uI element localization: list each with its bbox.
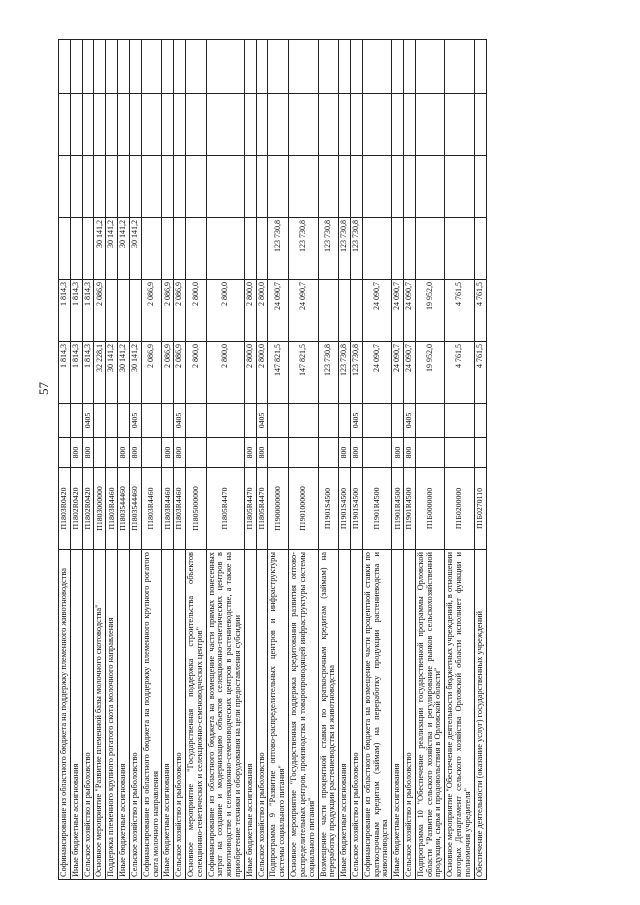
row-empty [206,94,244,156]
row-rz [59,404,71,438]
row-total: 30 141,2 [106,342,118,404]
row-empty [244,94,256,156]
row-empty [474,40,486,94]
row-empty [415,156,444,218]
row-rz: 0405 [82,404,94,438]
row-empty [206,40,244,94]
row-empty [445,156,474,218]
row-empty [289,40,318,94]
row-code: П1803000000 [94,468,106,550]
row-total: 1 814,3 [70,342,82,404]
table-row [339,40,351,880]
row-name: Подпрограмма 9 "Развитие оптово-распределительных центров и инфраструктуры системы социального питания" [268,550,289,880]
row-vr [94,438,106,468]
row-name: Сельское хозяйство и рыболовство [256,550,268,880]
table-row [362,40,391,880]
row-federal [174,218,186,280]
row-rz [392,404,404,438]
row-code: П1803544460 [129,468,141,550]
row-federal [244,218,256,280]
row-code: П1803R4460 [106,468,118,550]
row-name: Сельское хозяйство и рыболовство [350,550,362,880]
row-empty [289,94,318,156]
row-rz [289,404,318,438]
row-total: 19 952,0 [415,342,444,404]
row-empty [106,40,118,94]
table-row [474,40,486,880]
row-empty [350,94,362,156]
row-total: 2 800,0 [244,342,256,404]
row-regional [339,280,351,342]
row-rz [244,404,256,438]
row-empty [206,156,244,218]
row-vr [185,438,206,468]
row-code: П1803R4460 [162,468,174,550]
row-empty [339,94,351,156]
table-row [350,40,362,880]
row-empty [415,94,444,156]
row-rz [445,404,474,438]
row-federal [185,218,206,280]
table-row [206,40,244,880]
row-empty [445,94,474,156]
row-regional: 2 086,9 [162,280,174,342]
row-regional: 2 800,0 [244,280,256,342]
row-empty [94,156,106,218]
row-code: П1802R0420 [70,468,82,550]
row-empty [59,94,71,156]
row-name: Сельское хозяйство и рыболовство [404,550,416,880]
row-code: П1803544460 [118,468,130,550]
row-empty [129,156,141,218]
row-empty [474,156,486,218]
row-regional: 4 761,5 [445,280,474,342]
row-regional: 4 761,5 [474,280,486,342]
row-name: Иные бюджетные ассигнования [339,550,351,880]
row-empty [94,94,106,156]
row-code: П1901R4500 [362,468,391,550]
row-total: 30 141,2 [129,342,141,404]
table-row [162,40,174,880]
row-name: Иные бюджетные ассигнования [118,550,130,880]
row-empty [268,40,289,94]
row-vr: 800 [70,438,82,468]
row-total: 24 090,7 [404,342,416,404]
row-federal [362,218,391,280]
row-code: П1901R4500 [404,468,416,550]
row-empty [82,94,94,156]
row-name: Иные бюджетные ассигнования [392,550,404,880]
row-empty [59,40,71,94]
row-empty [70,156,82,218]
row-regional: 24 090,7 [289,280,318,342]
row-federal [162,218,174,280]
row-name: Основное мероприятие "Обеспечение деятельности бюджетных учреждений, в отношении которых Департамент сельского хозяйства Орловской области исполняет функции и полномочия учредителя" [445,550,474,880]
row-total: 123 730,8 [339,342,351,404]
row-federal: 123 730,8 [318,218,339,280]
row-empty [318,156,339,218]
row-name: Основное мероприятие "Государственная поддержка строительства объектов селекционно-генетических и селекционно-семеноводческих центров" [185,550,206,880]
row-total: 1 814,3 [59,342,71,404]
row-rz: 0405 [174,404,186,438]
row-rz [206,404,244,438]
row-regional [350,280,362,342]
row-name: Основное мероприятие "Государственная поддержка кредитования развития оптово-распределительных центров, производства и товаропроводящей инфраструктуры системы социального питания" [289,550,318,880]
row-federal: 123 730,8 [268,218,289,280]
row-rz: 0405 [129,404,141,438]
row-name: Сельское хозяйство и рыболовство [129,550,141,880]
row-code: П1900000000 [268,468,289,550]
row-vr: 800 [392,438,404,468]
table-row [70,40,82,880]
table-row [392,40,404,880]
row-federal [82,218,94,280]
row-empty [141,94,162,156]
row-federal [445,218,474,280]
row-code: П1901S4500 [318,468,339,550]
row-total: 1 814,3 [82,342,94,404]
row-regional [318,280,339,342]
table-body [59,40,487,880]
table-row [59,40,71,880]
row-empty [162,94,174,156]
row-empty [162,156,174,218]
row-code: П1803R0420 [59,468,71,550]
row-code: П1901R4500 [392,468,404,550]
row-empty [268,156,289,218]
row-name: Иные бюджетные ассигнования [70,550,82,880]
row-code: П1Б0200000 [445,468,474,550]
table-row [82,40,94,880]
row-regional: 2 800,0 [185,280,206,342]
row-name: Возмещение части процентной ставки по краткосрочным кредитам (займам) на переработку продукции растениеводства и животноводства [318,550,339,880]
table-row [318,40,339,880]
row-code: П1901S4500 [350,468,362,550]
row-empty [339,40,351,94]
table-row [244,40,256,880]
row-rz [474,404,486,438]
row-federal [70,218,82,280]
row-total: 4 761,5 [445,342,474,404]
row-name: Иные бюджетные ассигнования [162,550,174,880]
table-row [268,40,289,880]
row-vr: 800 [162,438,174,468]
row-name: Основное мероприятие "Развитие племенной базы молочного скотоводства" [94,550,106,880]
row-empty [244,40,256,94]
row-empty [185,156,206,218]
row-rz: 0405 [404,404,416,438]
row-rz [318,404,339,438]
row-empty [174,40,186,94]
row-empty [129,40,141,94]
row-code: П1802R0420 [82,468,94,550]
row-federal [206,218,244,280]
table-row [141,40,162,880]
row-empty [185,40,206,94]
row-vr: 800 [118,438,130,468]
row-empty [445,40,474,94]
row-federal: 30 141,2 [106,218,118,280]
row-vr [445,438,474,468]
table-row [185,40,206,880]
row-regional: 24 090,7 [392,280,404,342]
row-empty [118,40,130,94]
row-regional: 1 814,3 [70,280,82,342]
row-vr: 800 [404,438,416,468]
row-total: 2 086,9 [162,342,174,404]
row-rz [362,404,391,438]
row-empty [244,156,256,218]
row-vr [318,438,339,468]
row-federal [141,218,162,280]
row-total: 147 821,5 [268,342,289,404]
row-regional: 1 814,3 [59,280,71,342]
row-empty [256,94,268,156]
row-federal [59,218,71,280]
budget-table [58,39,487,880]
row-code: П1805R4470 [244,468,256,550]
row-vr: 800 [339,438,351,468]
row-total: 2 086,9 [141,342,162,404]
row-empty [185,94,206,156]
row-total: 2 800,0 [256,342,268,404]
row-rz [94,404,106,438]
row-regional: 2 086,9 [141,280,162,342]
row-empty [350,156,362,218]
row-empty [392,156,404,218]
row-vr: 800 [174,438,186,468]
table-row [118,40,130,880]
row-empty [59,156,71,218]
row-empty [141,156,162,218]
row-empty [174,94,186,156]
row-total: 24 090,7 [362,342,391,404]
budget-table-rotated [58,40,487,880]
row-code: П1901000000 [289,468,318,550]
row-vr: 800 [82,438,94,468]
row-code: П1803R4460 [174,468,186,550]
row-code: П1Б0000000 [415,468,444,550]
row-total: 147 821,5 [289,342,318,404]
row-total: 4 761,5 [474,342,486,404]
row-empty [392,40,404,94]
row-vr [141,438,162,468]
row-name: Софинансирование из областного бюджета на поддержку племенного животноводства [59,550,71,880]
table-row [404,40,416,880]
row-regional: 1 814,3 [82,280,94,342]
row-rz [339,404,351,438]
row-empty [350,40,362,94]
row-total: 30 141,2 [118,342,130,404]
row-empty [106,94,118,156]
row-federal [256,218,268,280]
row-total: 2 800,0 [185,342,206,404]
row-rz [415,404,444,438]
row-name: Софинансирование из областного бюджета на возмещение части процентной ставки по краткосрочным кредитам (займам) на переработку продукции растениеводства и животноводства [362,550,391,880]
table-row [129,40,141,880]
row-empty [474,94,486,156]
row-rz [118,404,130,438]
row-vr [268,438,289,468]
row-vr [289,438,318,468]
row-federal [404,218,416,280]
row-federal: 30 141,2 [118,218,130,280]
row-empty [404,156,416,218]
row-federal: 30 141,2 [94,218,106,280]
row-regional: 2 800,0 [256,280,268,342]
row-code: П1Б0270110 [474,468,486,550]
row-empty [415,40,444,94]
row-empty [268,94,289,156]
table-row [174,40,186,880]
row-code: П1901S4500 [339,468,351,550]
row-vr [59,438,71,468]
row-regional [118,280,130,342]
row-empty [94,40,106,94]
row-name: Подпрограмма 10 "Обеспечение реализации государственной программы Орловской области "Развитие сельского хозяйства и регулирование рынков сельскохозяйственной продукции, сырья и продовольствия в Орловской области" [415,550,444,880]
row-regional [106,280,118,342]
row-code: П1803R4460 [141,468,162,550]
row-rz [162,404,174,438]
row-rz [106,404,118,438]
row-name: Софинансирование из областного бюджета на поддержку племенного крупного рогатого скота молочного направления [141,550,162,880]
row-rz [141,404,162,438]
row-rz: 0405 [350,404,362,438]
row-regional: 2 086,9 [174,280,186,342]
table-row [106,40,118,880]
row-empty [118,94,130,156]
row-empty [118,156,130,218]
row-vr: 800 [244,438,256,468]
row-federal [474,218,486,280]
row-name: Сельское хозяйство и рыболовство [174,550,186,880]
row-empty [82,40,94,94]
row-empty [362,40,391,94]
row-empty [362,156,391,218]
row-vr: 800 [129,438,141,468]
row-code: П1805R4470 [256,468,268,550]
row-code: П1805000000 [185,468,206,550]
page-number: 57 [36,382,51,395]
row-name: Поддержка племенного крупного рогатого скота молочного направления [106,550,118,880]
row-vr [474,438,486,468]
row-regional: 2 800,0 [206,280,244,342]
row-federal [415,218,444,280]
row-empty [404,40,416,94]
row-total: 24 090,7 [392,342,404,404]
row-regional: 24 090,7 [268,280,289,342]
row-federal: 30 141,2 [129,218,141,280]
row-rz [185,404,206,438]
row-empty [256,156,268,218]
row-federal: 123 730,8 [350,218,362,280]
row-empty [318,94,339,156]
row-name: Сельское хозяйство и рыболовство [82,550,94,880]
row-total: 123 730,8 [350,342,362,404]
row-vr [362,438,391,468]
row-vr: 800 [350,438,362,468]
row-name: Обеспечение деятельности (оказание услуг) государственных учреждений [474,550,486,880]
row-regional: 2 086,9 [94,280,106,342]
row-empty [106,156,118,218]
row-empty [256,40,268,94]
row-regional: 24 090,7 [362,280,391,342]
row-federal [392,218,404,280]
row-empty [129,94,141,156]
row-total: 123 730,8 [318,342,339,404]
row-vr [206,438,244,468]
row-empty [70,40,82,94]
table-row [289,40,318,880]
row-vr [106,438,118,468]
row-empty [362,94,391,156]
row-name: Софинансирование из областного бюджета на возмещение части прямых понесенных затрат на создание и модернизацию объектов селекционно-генетических центров в животноводстве и селекционно-семеноводческих центров в растениеводстве, а также на приобретение техники и оборудования на цели предоставления субсидии [206,550,244,880]
row-empty [318,40,339,94]
row-empty [392,94,404,156]
row-name: Иные бюджетные ассигнования [244,550,256,880]
row-regional [129,280,141,342]
row-rz [70,404,82,438]
row-total: 2 800,0 [206,342,244,404]
row-empty [141,40,162,94]
row-empty [70,94,82,156]
row-total: 32 228,1 [94,342,106,404]
row-regional: 19 952,0 [415,280,444,342]
row-vr: 800 [256,438,268,468]
table-row [445,40,474,880]
row-empty [404,94,416,156]
row-empty [174,156,186,218]
row-empty [82,156,94,218]
row-code: П1805R4470 [206,468,244,550]
row-empty [339,156,351,218]
row-federal: 123 730,8 [289,218,318,280]
table-row [94,40,106,880]
row-federal: 123 730,8 [339,218,351,280]
row-empty [162,40,174,94]
row-rz [268,404,289,438]
table-row [256,40,268,880]
row-rz: 0405 [256,404,268,438]
row-total: 2 086,9 [174,342,186,404]
row-vr [415,438,444,468]
table-row [415,40,444,880]
row-regional: 24 090,7 [404,280,416,342]
row-empty [289,156,318,218]
